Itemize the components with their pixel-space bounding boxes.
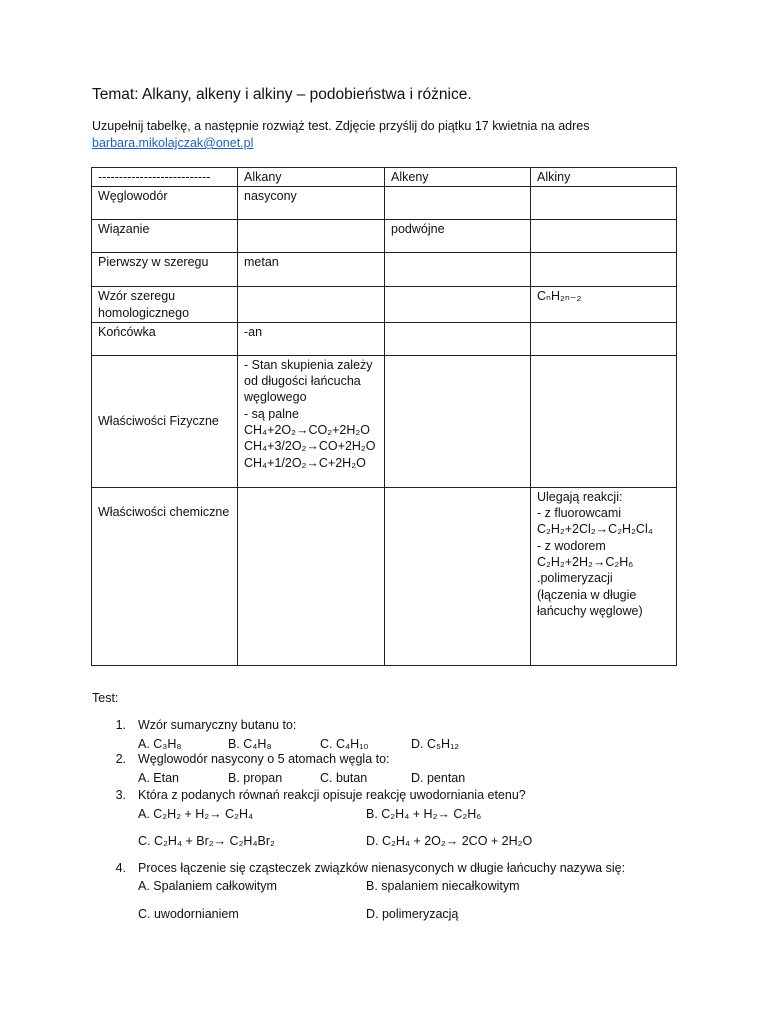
cell-alkeny	[385, 287, 531, 323]
answer-option[interactable]: C. uwodornianiem	[138, 907, 239, 921]
cell-alkiny	[531, 253, 677, 287]
cell-line: łańcuchy węglowe)	[537, 603, 643, 618]
answer-option[interactable]: B. propan	[228, 771, 283, 785]
cell-alkeny	[385, 253, 531, 287]
cell-line: od długości łańcucha	[244, 374, 361, 389]
row-label: Końcówka	[92, 322, 238, 355]
row-label: Pierwszy w szeregu	[92, 253, 238, 287]
cell-alkany	[238, 355, 385, 487]
cell-alkeny	[385, 487, 531, 665]
answer-option[interactable]: A. Spalaniem całkowitym	[138, 879, 277, 893]
cell-alkiny	[531, 322, 677, 355]
answer-option[interactable]: C. C₄H₁₀	[320, 737, 369, 751]
cell-alkany	[238, 287, 385, 323]
table-row	[92, 355, 677, 487]
cell-line: - Stan skupienia zależy	[244, 357, 373, 372]
answer-option[interactable]: B. C₄H₈	[228, 737, 272, 751]
question-number: 2.	[115, 752, 126, 766]
cell-line: Ulegają reakcji:	[537, 489, 623, 504]
cell-line: C₂H₂+2H₂→C₂H₆	[537, 555, 634, 570]
cell-line: - z wodorem	[537, 538, 606, 553]
cell-alkiny: CₙH₂ₙ₋₂	[531, 287, 677, 323]
cell-alkany: metan	[238, 253, 385, 287]
cell-alkeny	[385, 322, 531, 355]
cell-line: C₂H₂+2Cl₂→C₂H₂Cl₄	[537, 522, 653, 537]
cell-alkany: -an	[238, 322, 385, 355]
answer-option[interactable]: A. C₃H₈	[138, 737, 182, 751]
row-label: Węglowodór	[92, 187, 238, 220]
table-row	[92, 322, 677, 355]
cell-alkiny	[531, 220, 677, 253]
answer-option[interactable]: D. polimeryzacją	[366, 907, 459, 921]
email-link[interactable]: barbara.mikolajczak@onet.pl	[92, 136, 254, 150]
table-header-row	[92, 168, 677, 187]
header-cell: Alkiny	[531, 168, 677, 187]
question-text: Wzór sumaryczny butanu to:	[138, 718, 297, 732]
question-number: 3.	[115, 788, 126, 802]
header-cell: ---------------------------	[92, 168, 238, 187]
answer-option[interactable]: B. C₂H₄ + H₂→ C₂H₆	[366, 807, 482, 821]
test-heading: Test:	[92, 691, 119, 705]
cell-line: węglowego	[244, 390, 307, 405]
answer-option[interactable]: A. Etan	[138, 771, 179, 785]
answer-option[interactable]: C. butan	[320, 771, 368, 785]
cell-alkeny: podwójne	[385, 220, 531, 253]
row-label: Wiązanie	[92, 220, 238, 253]
row-label: Wzór szeregu homologicznego	[92, 287, 238, 323]
answer-option[interactable]: B. spalaniem niecałkowitym	[366, 879, 520, 893]
cell-line: - z fluorowcami	[537, 506, 622, 521]
instructions-text: Uzupełnij tabelkę, a następnie rozwiąż test. Zdjęcie przyślij do piątku 17 kwietnia na adres	[92, 119, 590, 133]
table-row	[92, 487, 677, 665]
cell-line: (łączenia w długie	[537, 587, 637, 602]
answer-option[interactable]: D. pentan	[411, 771, 466, 785]
cell-alkiny	[531, 487, 677, 665]
cell-line: CH₄+2O₂→CO₂+2H₂O	[244, 423, 370, 438]
cell-alkiny	[531, 355, 677, 487]
table-row	[92, 187, 677, 220]
cell-line: - są palne	[244, 406, 299, 421]
cell-line: CH₄+1/2O₂→C+2H₂O	[244, 455, 366, 470]
cell-line: CH₄+3/2O₂→CO+2H₂O	[244, 439, 376, 454]
answer-option[interactable]: A. C₂H₂ + H₂→ C₂H₄	[138, 807, 254, 821]
table-row	[92, 220, 677, 253]
question-text: Węglowodór nasycony o 5 atomach węgla to:	[138, 752, 390, 766]
table-row	[92, 253, 677, 287]
header-cell: Alkeny	[385, 168, 531, 187]
cell-alkany	[238, 487, 385, 665]
row-label: Właściwości Fizyczne	[92, 355, 238, 487]
cell-alkiny	[531, 187, 677, 220]
instructions	[92, 118, 692, 152]
question-text: Proces łączenie się cząsteczek związków nienasyconych w długie łańcuchy nazywa się:	[138, 861, 626, 875]
cell-line: .polimeryzacji	[537, 571, 613, 586]
answer-option[interactable]: D. C₅H₁₂	[411, 737, 460, 751]
cell-alkany	[238, 220, 385, 253]
cell-alkeny	[385, 355, 531, 487]
question-number: 1.	[115, 718, 126, 732]
question-text: Która z podanych równań reakcji opisuje reakcję uwodorniania etenu?	[138, 788, 526, 802]
page-title: Temat: Alkany, alkeny i alkiny – podobieństwa i różnice.	[92, 86, 472, 103]
table-row	[92, 287, 677, 323]
cell-alkeny	[385, 187, 531, 220]
comparison-table	[91, 167, 677, 666]
cell-alkany: nasycony	[238, 187, 385, 220]
header-cell: Alkany	[238, 168, 385, 187]
answer-option[interactable]: C. C₂H₄ + Br₂→ C₂H₄Br₂	[138, 834, 275, 848]
answer-option[interactable]: D. C₂H₄ + 2O₂→ 2CO + 2H₂O	[366, 834, 533, 848]
question-number: 4.	[115, 861, 126, 875]
row-label: Właściwości chemiczne	[92, 487, 238, 665]
